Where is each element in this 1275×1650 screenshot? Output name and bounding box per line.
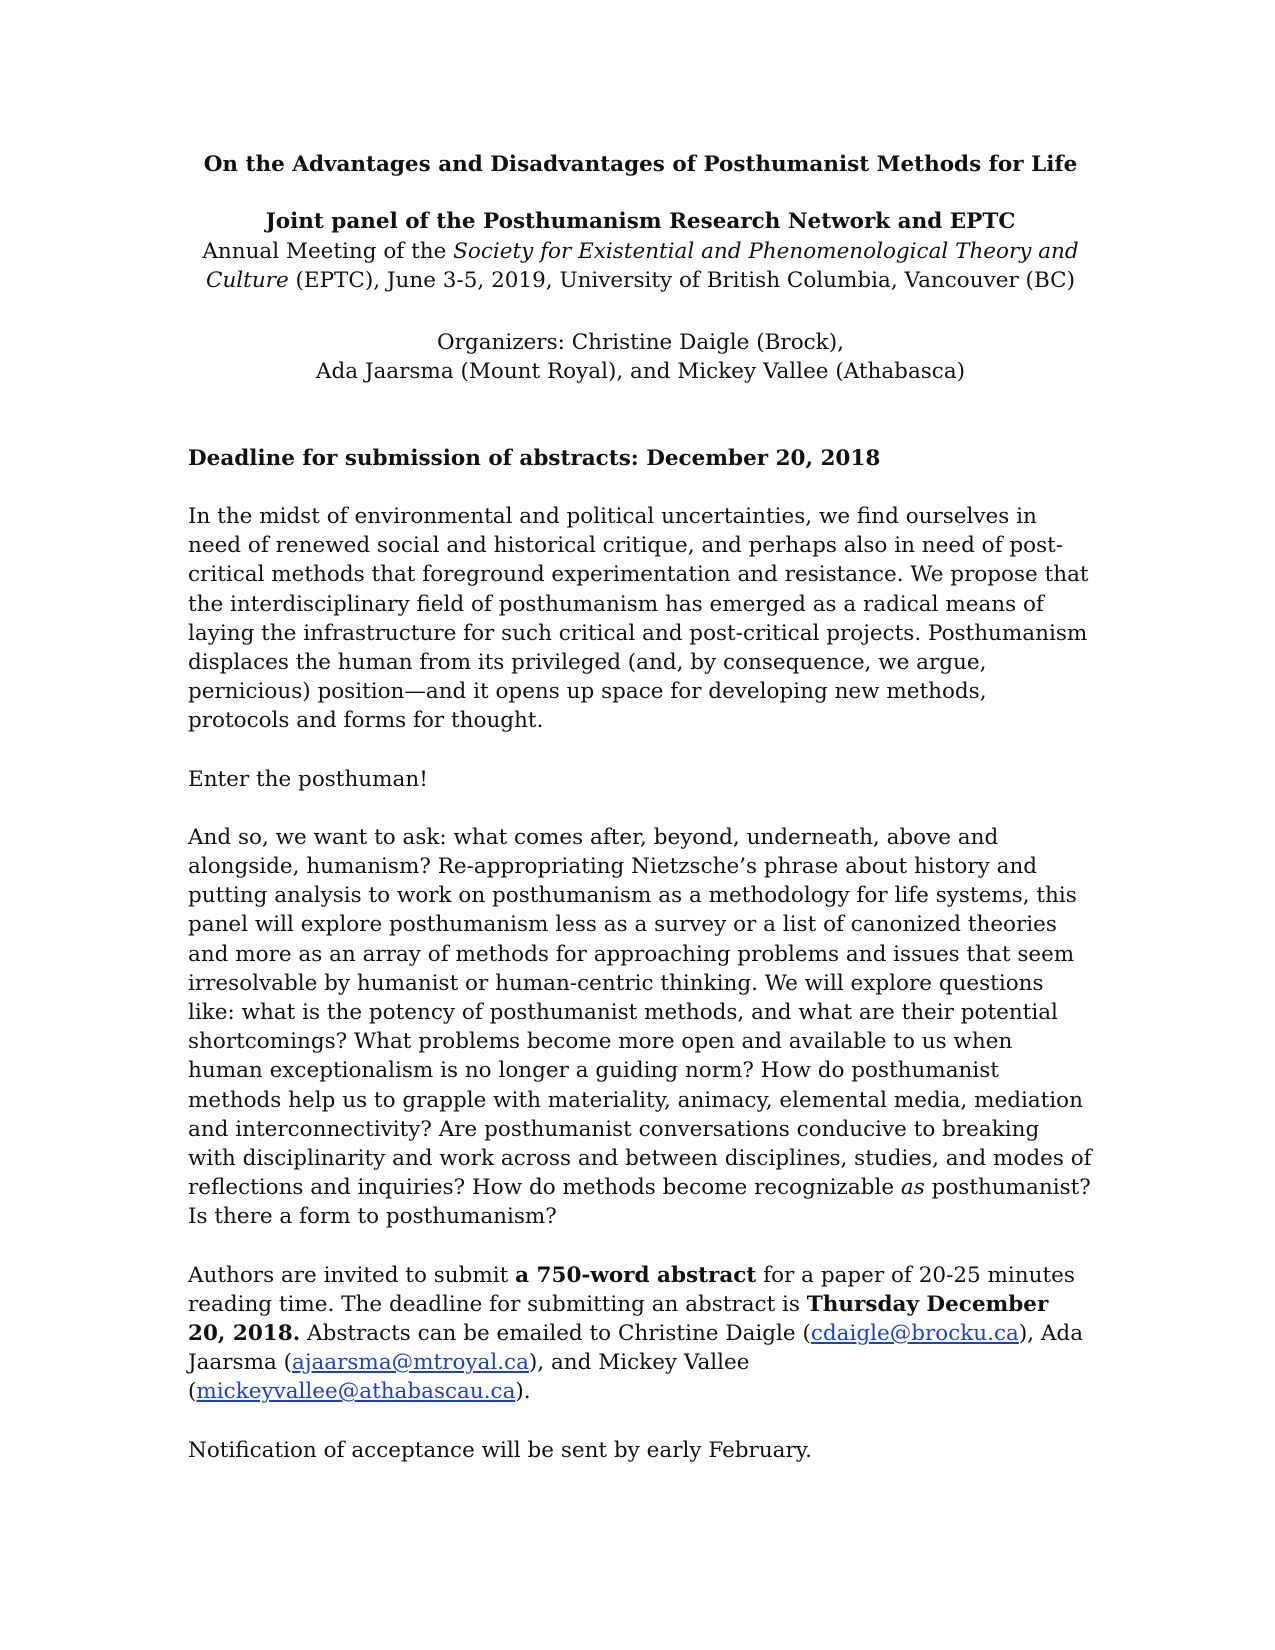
- document-title: On the Advantages and Disadvantages of Posthumanist Methods for Life: [203, 152, 1078, 177]
- intro-paragraph: In the midst of environmental and political uncertainties, we find ourselves in need of renewed social and historical critique, and perhaps also in need of post-critical methods that foreground experimentation and resistance. We propose that the interdisciplinary field of posthumanism has emerged as a radical means of laying the infrastructure for such critical and post-critical projects. Posthumanism displaces the human from its privileged (and, by consequence, we argue, pernicious) position—and it opens up space for developing new methods, protocols and forms for thought.: [188, 504, 1089, 734]
- questions-main: And so, we want to ask: what comes after, beyond, underneath, above and alongside, humanism? Re-appropriating Nietzsche’s phrase about history and putting analysis to work on posthumanism as a methodology for life systems, this panel will explore posthumanism less as a survey or a list of canonized theories and more as an array of methods for approaching problems and issues that seem irresolvable by humanist or human-centric thinking. We will explore questions like: what is the potency of posthumanist methods, and what are their potential shortcomings? What problems become more open and available to us when human exceptionalism is no longer a guiding norm? How do posthumanist methods help us to grapple with materiality, animacy, elemental media, mediation and interconnectivity? Are posthumanist conversations conducive to breaking with disciplinarity and work across and between disciplines, studies, and modes of reflections and inquiries? How do methods become recognizable: [188, 824, 1092, 1201]
- submission-text-1: Authors are invited to submit: [188, 1262, 516, 1288]
- deadline-date: Thursday December 20, 2018.: [188, 1291, 1049, 1347]
- submission-text-6: ).: [515, 1379, 531, 1405]
- submission-text-2: for a paper of 20-25 minutes reading time. The deadline for submitting an abstract is: [188, 1262, 1075, 1317]
- abstract-length: a 750-word abstract: [515, 1262, 757, 1288]
- meeting-info: [188, 237, 1093, 295]
- organizers: [188, 328, 1093, 386]
- submission-text-4: ), Ada Jaarsma (: [188, 1321, 1084, 1376]
- organizers-line-1: Organizers: Christine Daigle (Brock),: [437, 330, 844, 355]
- panel-subtitle: Joint panel of the Posthumanism Research Network and EPTC: [265, 209, 1016, 234]
- submission-text-3: Abstracts can be emailed to Christine Daigle (: [300, 1321, 811, 1347]
- deadline-heading: Deadline for submission of abstracts: December 20, 2018: [188, 446, 881, 471]
- submission-paragraph: [188, 1261, 1093, 1407]
- email-link-vallee[interactable]: mickeyvallee@athabascau.ca: [196, 1379, 516, 1405]
- society-name: Society for Existential and Phenomenological Theory and Culture: [206, 239, 1079, 293]
- meeting-prefix: Annual Meeting of the: [202, 239, 454, 264]
- document-page: [188, 150, 1093, 1494]
- questions-paragraph: [188, 823, 1093, 1232]
- enter-line: Enter the posthuman!: [188, 766, 428, 792]
- email-link-daigle[interactable]: cdaigle@brocku.ca: [810, 1321, 1019, 1347]
- notification-line: Notification of acceptance will be sent by early February.: [188, 1437, 812, 1463]
- meeting-suffix: (EPTC), June 3-5, 2019, University of British Columbia, Vancouver (BC): [288, 268, 1075, 293]
- questions-tail: posthumanist? Is there a form to posthumanism?: [188, 1175, 1091, 1230]
- questions-emph: as: [900, 1175, 925, 1201]
- submission-text-5: ), and Mickey Vallee (: [188, 1350, 750, 1405]
- email-link-jaarsma[interactable]: ajaarsma@mtroyal.ca: [292, 1350, 529, 1376]
- organizers-line-2: Ada Jaarsma (Mount Royal), and Mickey Vallee (Athabasca): [315, 359, 966, 384]
